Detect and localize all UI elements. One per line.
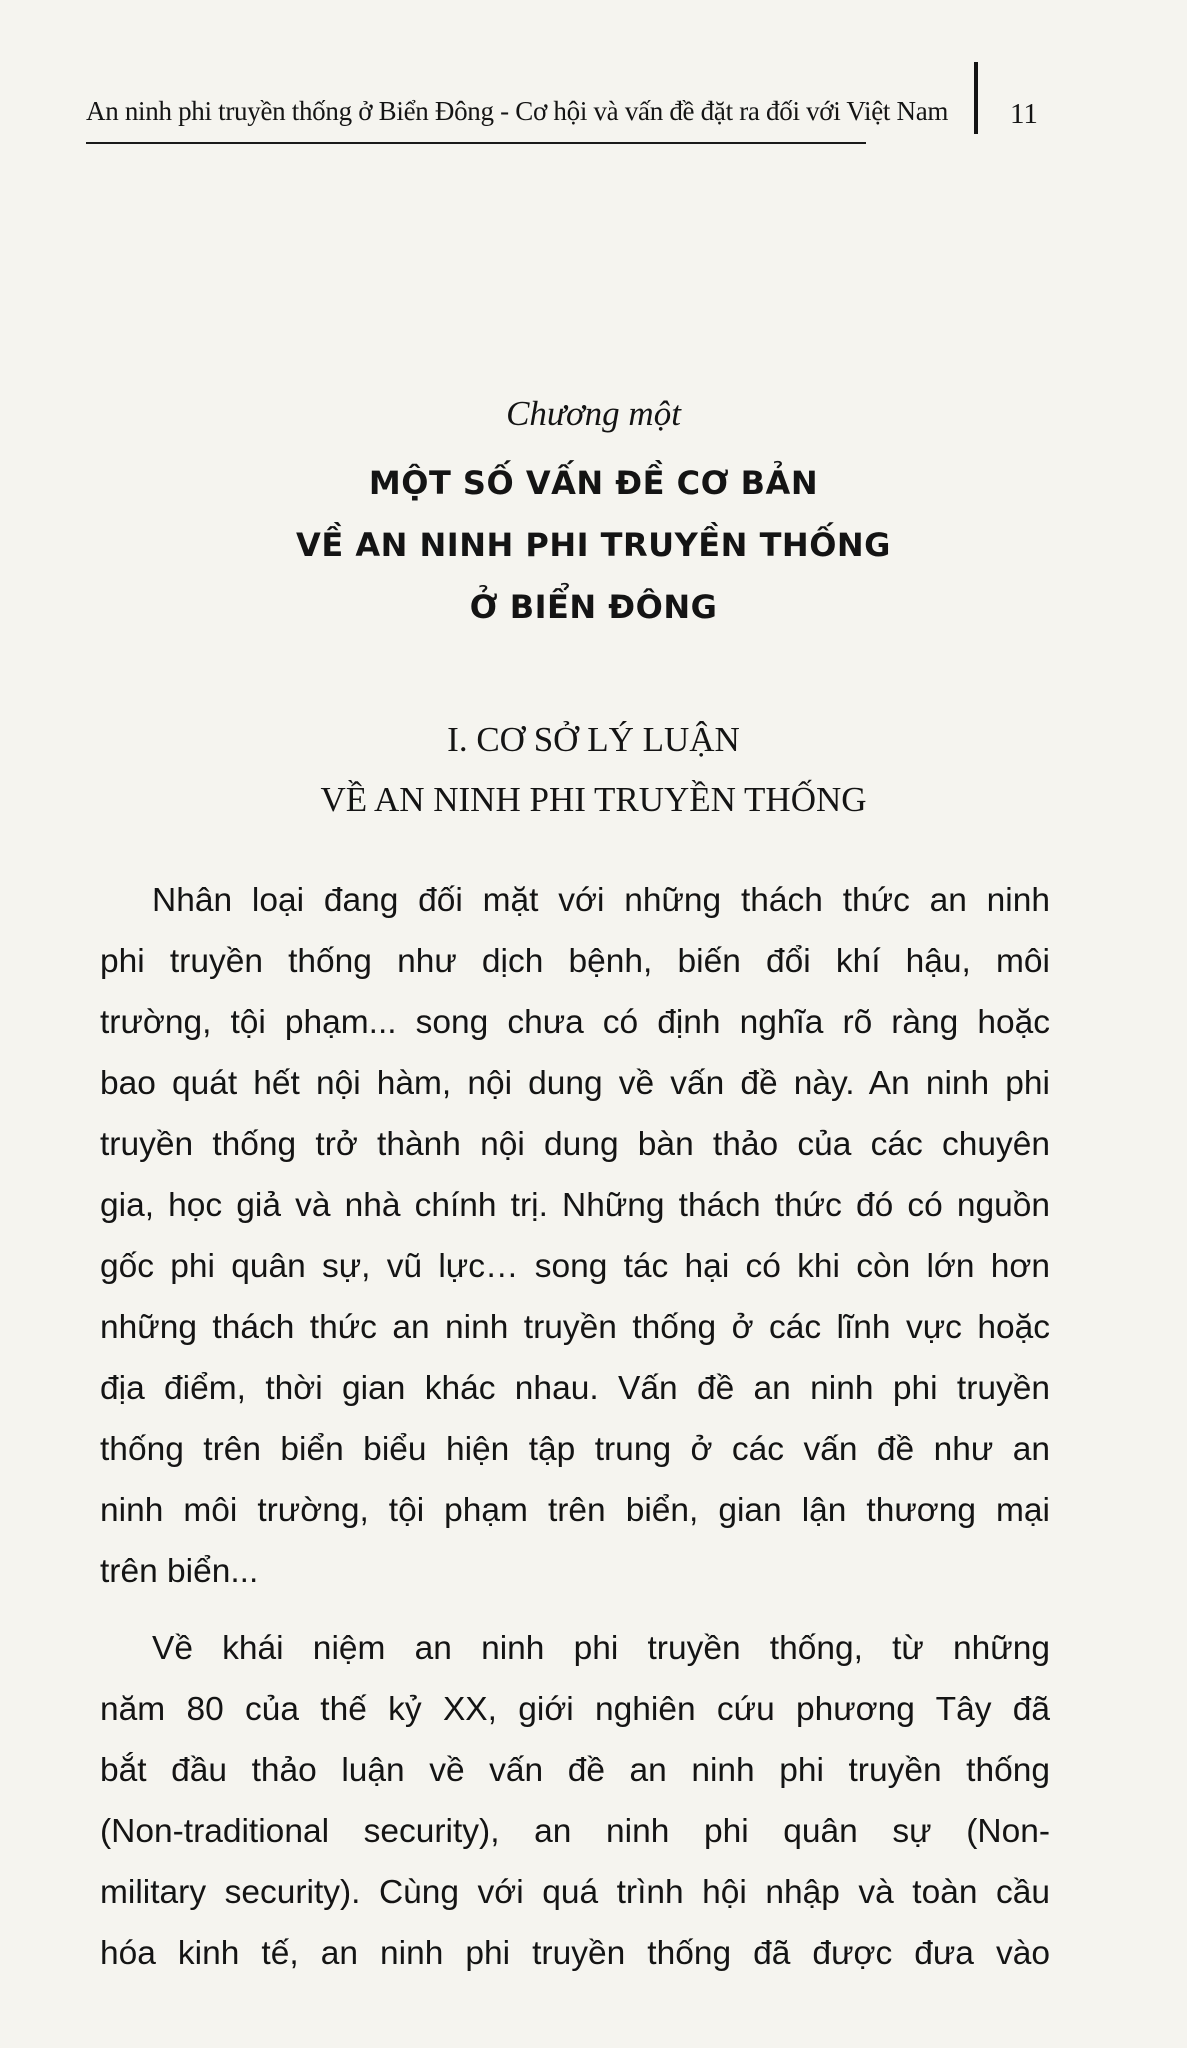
paragraph-line: gia, học giả và nhà chính trị. Những thách thức đó có nguồn [100, 1187, 1050, 1224]
paragraph-line: bao quát hết nội hàm, nội dung về vấn đề này. An ninh phi [100, 1065, 1050, 1102]
paragraph-line: truyền thống trở thành nội dung bàn thảo của các chuyên [100, 1126, 1050, 1163]
paragraph-line: gốc phi quân sự, vũ lực… song tác hại có khi còn lớn hơn [100, 1248, 1050, 1285]
chapter-title-line: VỀ AN NINH PHI TRUYỀN THỐNG [296, 526, 891, 564]
paragraph-line: hóa kinh tế, an ninh phi truyền thống đã được đưa vào [100, 1935, 1050, 1972]
paragraph-line: năm 80 của thế kỷ XX, giới nghiên cứu phương Tây đã [100, 1691, 1050, 1728]
paragraph-line: những thách thức an ninh truyền thống ở các lĩnh vực hoặc [100, 1309, 1050, 1346]
chapter-title-line: MỘT SỐ VẤN ĐỀ CƠ BẢN [368, 464, 819, 502]
section-title [0, 710, 1187, 830]
paragraph-line: địa điểm, thời gian khác nhau. Vấn đề an ninh phi truyền [100, 1370, 1050, 1407]
body-text [100, 870, 1050, 1984]
paragraph-line: bắt đầu thảo luận về vấn đề an ninh phi truyền thống [100, 1752, 1050, 1789]
paragraph-line: phi truyền thống như dịch bệnh, biến đổi khí hậu, môi [100, 943, 1050, 980]
chapter-title-line: Ở BIỂN ĐÔNG [469, 588, 718, 626]
chapter-label: Chương một [506, 394, 681, 433]
section-title-line: VỀ AN NINH PHI TRUYỀN THỐNG [320, 780, 867, 819]
paragraph-line: Về khái niệm an ninh phi truyền thống, từ những [152, 1630, 1050, 1667]
paragraph-line: military security). Cùng với quá trình hội nhập và toàn cầu [100, 1874, 1050, 1911]
page-number: 11 [1010, 98, 1038, 130]
paragraph-line: trên biển... [100, 1553, 259, 1590]
paragraph-line: (Non-traditional security), an ninh phi quân sự (Non- [100, 1813, 1050, 1850]
running-header: An ninh phi truyền thống ở Biển Đông - Cơ hội và vấn đề đặt ra đối với Việt Nam [86, 96, 949, 126]
header-divider [974, 62, 978, 134]
paragraph-gap [100, 1602, 1050, 1618]
paragraph-line: trường, tội phạm... song chưa có định nghĩa rõ ràng hoặc [100, 1004, 1050, 1041]
paragraph-line: thống trên biển biểu hiện tập trung ở các vấn đề như an [100, 1431, 1050, 1468]
header-rule [86, 142, 866, 144]
paragraph-line: Nhân loại đang đối mặt với những thách thức an ninh [152, 882, 1050, 919]
chapter-title [0, 452, 1187, 638]
section-title-line: I. CƠ SỞ LÝ LUẬN [447, 720, 740, 759]
paragraph-line: ninh môi trường, tội phạm trên biển, gian lận thương mại [100, 1492, 1050, 1529]
